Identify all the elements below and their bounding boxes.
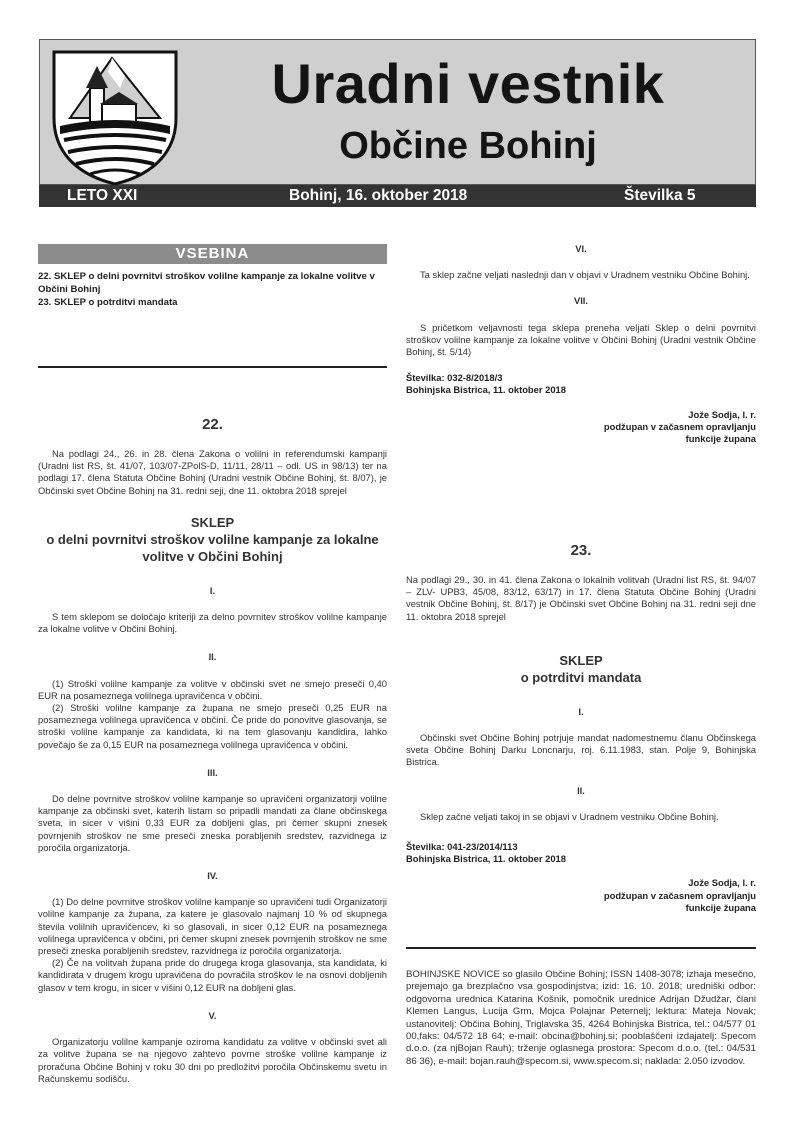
contents-heading: VSEBINA [38,244,387,264]
contents-item-23[interactable]: 23. SKLEP o potrditvi mandata [38,297,178,308]
doc22-signer-role2: funkcije župana [685,433,756,445]
doc23-s1-text: Občinski svet Občine Bohinj potrjuje mandat nadomestnemu članu Občinskega sveta Občine Bohinj Darku Loncnarju, roj. 6.11.1983, stan. Polje 9, Bohinjska Bistrica. [406,732,756,768]
doc23 [406,542,756,915]
doc22-right [406,243,756,446]
doc22-title: SKLEP [190,514,235,530]
doc22-left [38,416,387,1085]
doc23-title: SKLEP [559,652,603,668]
doc23-intro: Na podlagi 29., 30. in 41. člena Zakona o lokalnih volitvah (Uradni list RS, št. 94/07 – ZLV- UPB3, 45/08, 83/12, 63/17) in 17. člena Statuta Občine Bohinj (Uradni vestnik Občine Bohinj, št. 8/17) je Občinski svet Občine Bohinj na 31. redni seji dne 11. oktobra 2018 sprejel [406,574,756,622]
doc22-s7: VII. [573,295,589,307]
doc22-s6: VI. [575,243,587,254]
doc23-subtitle: o potrditvi mandata [520,669,642,685]
masthead-title: Uradni vestnik [271,52,665,115]
doc23-signer-role2: funkcije župana [685,902,756,914]
year-label: LETO XXI [67,187,138,204]
contents-list [38,270,387,309]
doc22-s4-p2: (2) Če na volitvah župana pride do drugega kroga glasovanja, sta kandidata, ki kandidirata v drugem krogu upravičena do povračila stroškov le na osnovi dobljenih glasov v tem krogu, in sicer v višini 0,12 EUR na dobljeni glas. [38,957,387,993]
masthead-info-bar [39,185,756,207]
doc23-place-date: Bohinjska Bistrica, 11. oktober 2018 [406,853,566,865]
doc22-s5: V. [208,1009,217,1021]
colophon [406,969,756,1068]
doc22-s5-text: Organizatorju volilne kampanje oziroma kandidatu za volitve v občinski svet ali za volitve župana se na njegovo zahtevo povrne stroške volilne kampanje iz proračuna Občine Bohinj v roku 30 dni po predložitvi poročila Občinskemu svetu in Računskemu sodišču. [38,1036,387,1084]
masthead [39,39,756,185]
doc22-s4-p1: (1) Do delne povrnitve stroškov volilne kampanje so upravičeni tudi Organizatorji volilne kampanje za župana, za katere je glasovalo najmanj 10 % od skupnega števila volilnih upravičencev, ki so glasovali, in sicer 0,12 EUR na posameznega volilnega upravičenca v občini, pri čemer skupni znesek povrnjenih stroškov ne sme preseči zneska porabljenih sredstev, razvidnega iz poročila organizatorja. [38,896,387,957]
doc23-s2-text: Sklep začne veljati takoj in se objavi v Uradnem vestniku Občine Bohinj. [420,810,719,822]
doc22-s3-text: Do delne povrnitve stroškov volilne kampanje so upravičeni organizatorji volilne kampanje za občinski svet, katerih listam so pripadli mandati za člane občinskega sveta, in sicer v višini 0,33 EUR za dobljeni glas, pri čemer skupni znesek povrnjenih stroškov ne sme preseči zneska porabljenih sredstev, razvidnega iz poročila organizatorja. [38,793,387,853]
doc22-signer: Jože Sodja, l. r. [688,408,756,420]
doc22-s6-text: Ta sklep začne veljati naslednji dan v objavi v Uradnem vestniku Občine Bohinj. [420,269,750,281]
doc22-s2-p1: (1) Stroški volilne kampanje za volitve v občinski svet ne smejo preseči 0,40 EUR na posameznega volilnega upravičenca v občini. [38,677,387,701]
doc22-s2-p2: (2) Stroški volilne kampanje za župana ne smejo preseči 0,25 EUR na posameznega volilnega upravičenca v občini. Če pride do ponovitve glasovanja, se stroški volilne kampanje za kandidata, ki na tem glasovanju kandidira, lahko povečajo še za 0,15 EUR na posameznega volilnega upravičenca v občini. [38,702,387,750]
doc22-subtitle: o delni povrnitvi stroškov volilne kampanje za lokalne volitve v Občini Bohinj [46,531,379,564]
doc23-signer: Jože Sodja, l. r. [688,877,756,889]
doc22-ref: Številka: 032-8/2018/3 [406,372,503,384]
doc22-signer-role1: podžupan v začasnem opravljanju [603,421,756,433]
colophon-text: BOHINJSKE NOVICE so glasilo Občine Bohinj; ISSN 1408-3078; izhaja mesečno, prejemajo ga brezplačno vsa gospodinjstva; izid: 16. 10. 2018; uredniški odbor: odgovorna urednica Katarina Košnik, pomočnik urednice Adrijan Džudžar, člani Klemen Langus, Lucija Grm, Mojca Polajnar Peternelj; lektura: Mateja Novak; ustanovitelj: Občina Bohinj, Triglavska 35, 4264 Bohinjska Bistrica, tel.: 04/577 01 00,faks: 04/572 18 64; e-mail: obcina@bohinj.si; pooblaščeni izdajatelj: Specom d.o.o. (za njBojan Rauh); trženje oglasnega prostora: Specom d.o.o. (tel.: 04/531 86 36), e-mail: bojan.rauh@specom.si, www.specom.si; naklada: 2.050 izvodov. [406,969,756,1067]
contents-item-22[interactable]: 22. SKLEP o delni povrnitvi stroškov volilne kampanje za lokalne volitve v Občini Bohinj [38,271,375,295]
bohinj-coat-of-arms-icon [50,48,180,186]
masthead-subtitle: Občine Bohinj [339,125,597,167]
doc22-intro: Na podlagi 24., 26. in 28. člena Zakona o volilni in referendumski kampanji (Uradni list RS, št. 41/07, 103/07-ZPolS-D, 11/11, 28/11 – odl. US in 98/13) ter na podlagi 17. člena Statuta Občine Bohinj (Uradni vestnik Občine Bohinj, št. 8/07), je Občinski svet Občine Bohinj na 31. redni seji, dne 11. oktobra 2018 sprejel [38,448,387,496]
doc22-s1: I. [209,584,216,596]
doc22-s3: III. [207,766,218,778]
doc23-s1: I. [578,705,584,717]
doc22-number: 22. [202,416,223,433]
doc22-place-date: Bohinjska Bistrica, 11. oktober 2018 [406,384,566,396]
doc22-s7-text: S pričetkom veljavnosti tega sklepa preneha veljati Sklep o delni povrnitvi stroškov volilne kampanje za lokalne volitve v Občini Bohinj (Uradni vestnik Občine Bohinj, št. 5/14) [406,321,756,358]
doc22-s4: IV. [207,870,218,882]
doc23-ref: Številka: 041-23/2014/113 [406,841,518,853]
doc23-s2: II. [577,784,585,796]
doc22-s1-text: S tem sklepom se določajo kriteriji za delno povrnitev stroškov volilne kampanje za lokalne volitve v Občini Bohinj. [38,611,387,635]
colophon-divider [406,947,756,949]
divider [38,366,387,368]
doc23-number: 23. [570,542,592,559]
issue-number: Številka 5 [624,187,696,204]
doc22-s2: II. [208,651,217,663]
doc23-signer-role1: podžupan v začasnem opravljanju [603,889,756,901]
issue-date: Bohinj, 16. oktober 2018 [289,187,468,204]
